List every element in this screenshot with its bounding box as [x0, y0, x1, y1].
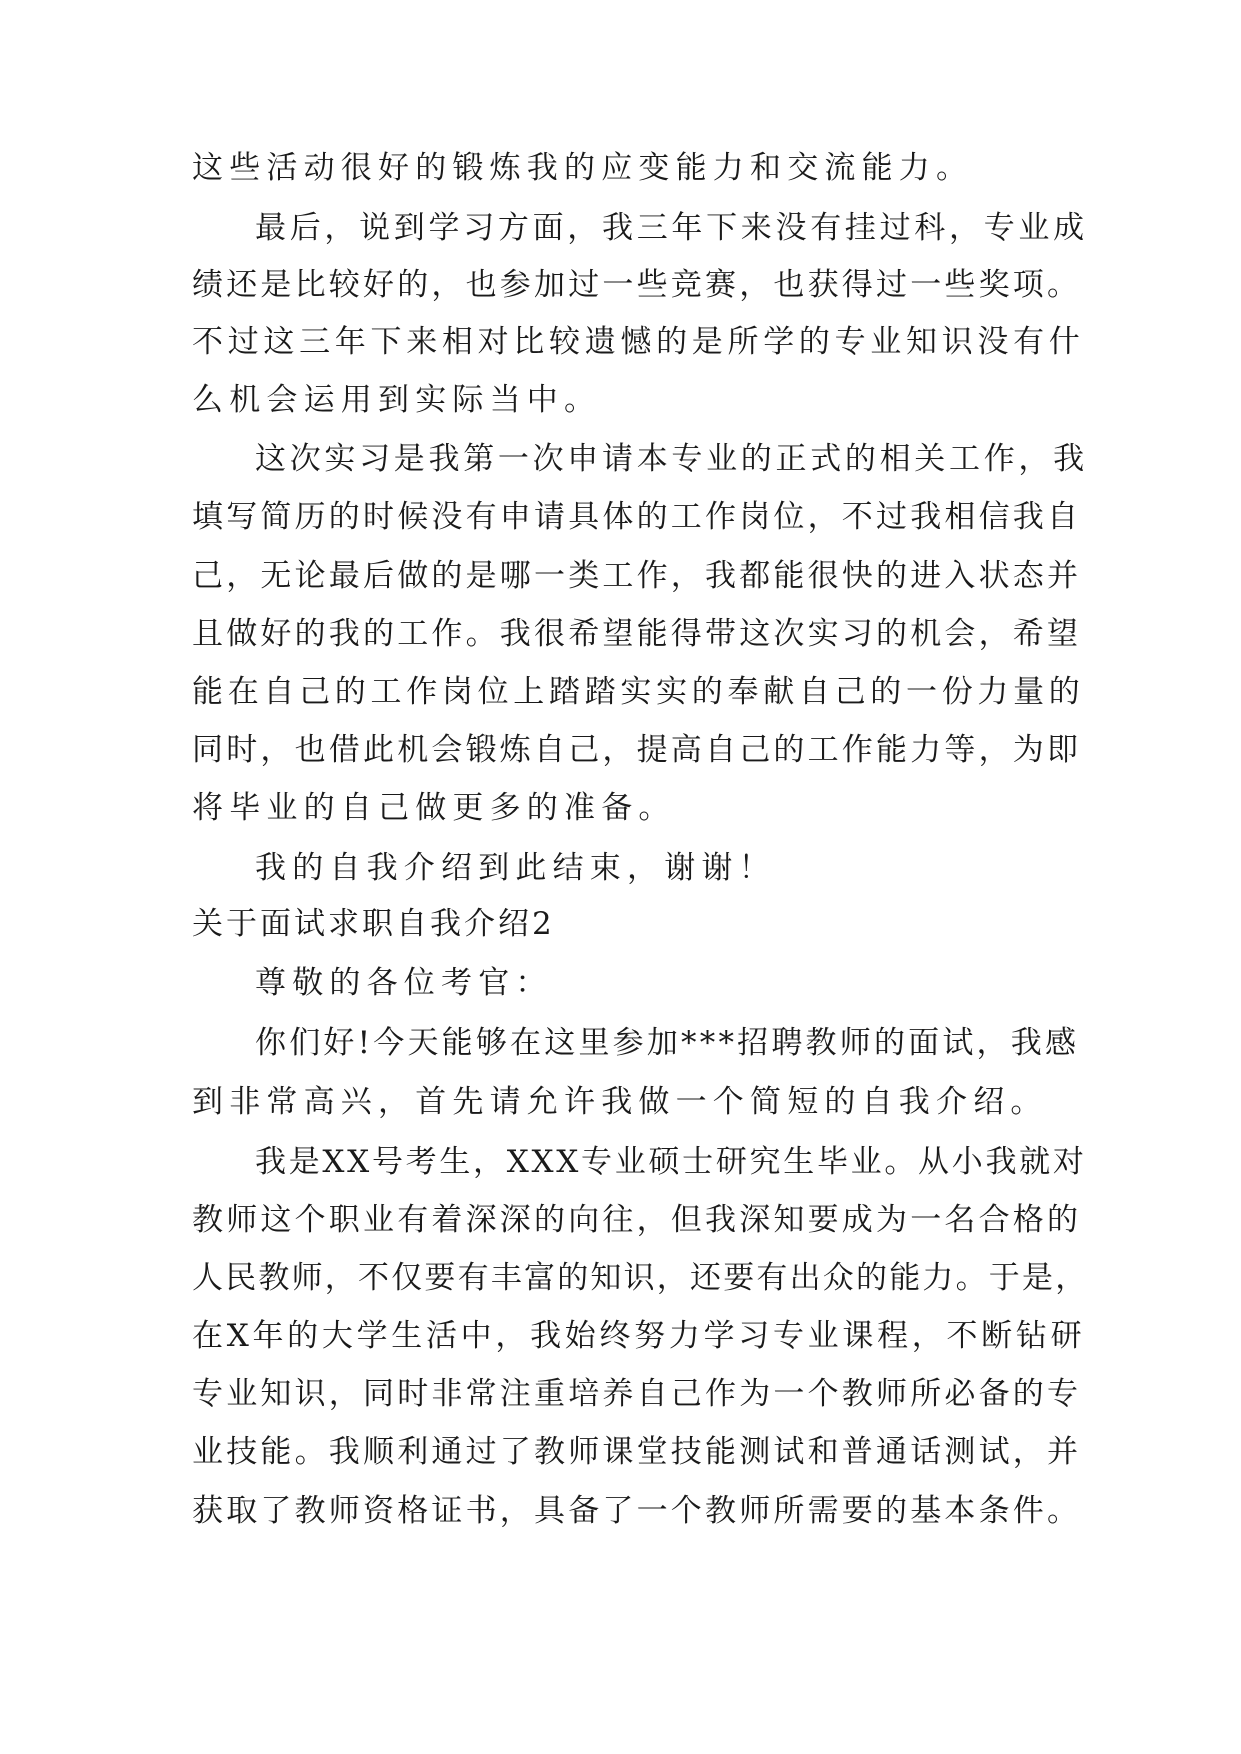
text-line: 专业知识，同时非常注重培养自己作为一个教师所必备的专	[192, 1376, 1082, 1412]
text-line: 尊敬的各位考官：	[255, 965, 553, 1001]
section-heading: 关于面试求职自我介绍2	[192, 906, 555, 942]
text-line: 么机会运用到实际当中。	[192, 382, 602, 418]
text-line: 能在自己的工作岗位上踏踏实实的奉献自己的一份力量的	[192, 674, 1085, 710]
text-line: 不过这三年下来相对比较遗憾的是所学的专业知识没有什	[192, 324, 1085, 360]
text-line: 绩还是比较好的，也参加过一些竞赛，也获得过一些奖项。	[192, 267, 1082, 303]
text-line: 你们好!今天能够在这里参加***招聘教师的面试，我感	[255, 1025, 1080, 1061]
text-line: 将毕业的自己做更多的准备。	[192, 790, 676, 826]
text-line: 这次实习是我第一次申请本专业的正式的相关工作，我	[255, 441, 1088, 477]
text-line: 这些活动很好的锻炼我的应变能力和交流能力。	[192, 150, 974, 186]
text-line: 在X年的大学生活中，我始终努力学习专业课程，不断钻研	[192, 1318, 1086, 1354]
text-line: 业技能。我顺利通过了教师课堂技能测试和普通话测试，并	[192, 1434, 1082, 1470]
text-line: 人民教师，不仅要有丰富的知识，还要有出众的能力。于是，	[192, 1260, 1089, 1296]
text-line: 获取了教师资格证书，具备了一个教师所需要的基本条件。	[192, 1493, 1082, 1529]
text-line: 到非常高兴，首先请允许我做一个简短的自我介绍。	[192, 1084, 1048, 1120]
text-line: 填写简历的时候没有申请具体的工作岗位，不过我相信我自	[192, 499, 1082, 535]
text-line: 我的自我介绍到此结束，谢谢！	[255, 850, 776, 886]
text-line: 最后，说到学习方面，我三年下来没有挂过科，专业成	[255, 210, 1088, 246]
text-line: 且做好的我的工作。我很希望能得带这次实习的机会，希望	[192, 616, 1082, 652]
text-line: 同时，也借此机会锻炼自己，提高自己的工作能力等，为即	[192, 732, 1082, 768]
text-line: 己，无论最后做的是哪一类工作，我都能很快的进入状态并	[192, 558, 1082, 594]
text-line: 我是XX号考生，XXX专业硕士研究生毕业。从小我就对	[255, 1144, 1087, 1180]
text-line: 教师这个职业有着深深的向往，但我深知要成为一名合格的	[192, 1202, 1082, 1238]
